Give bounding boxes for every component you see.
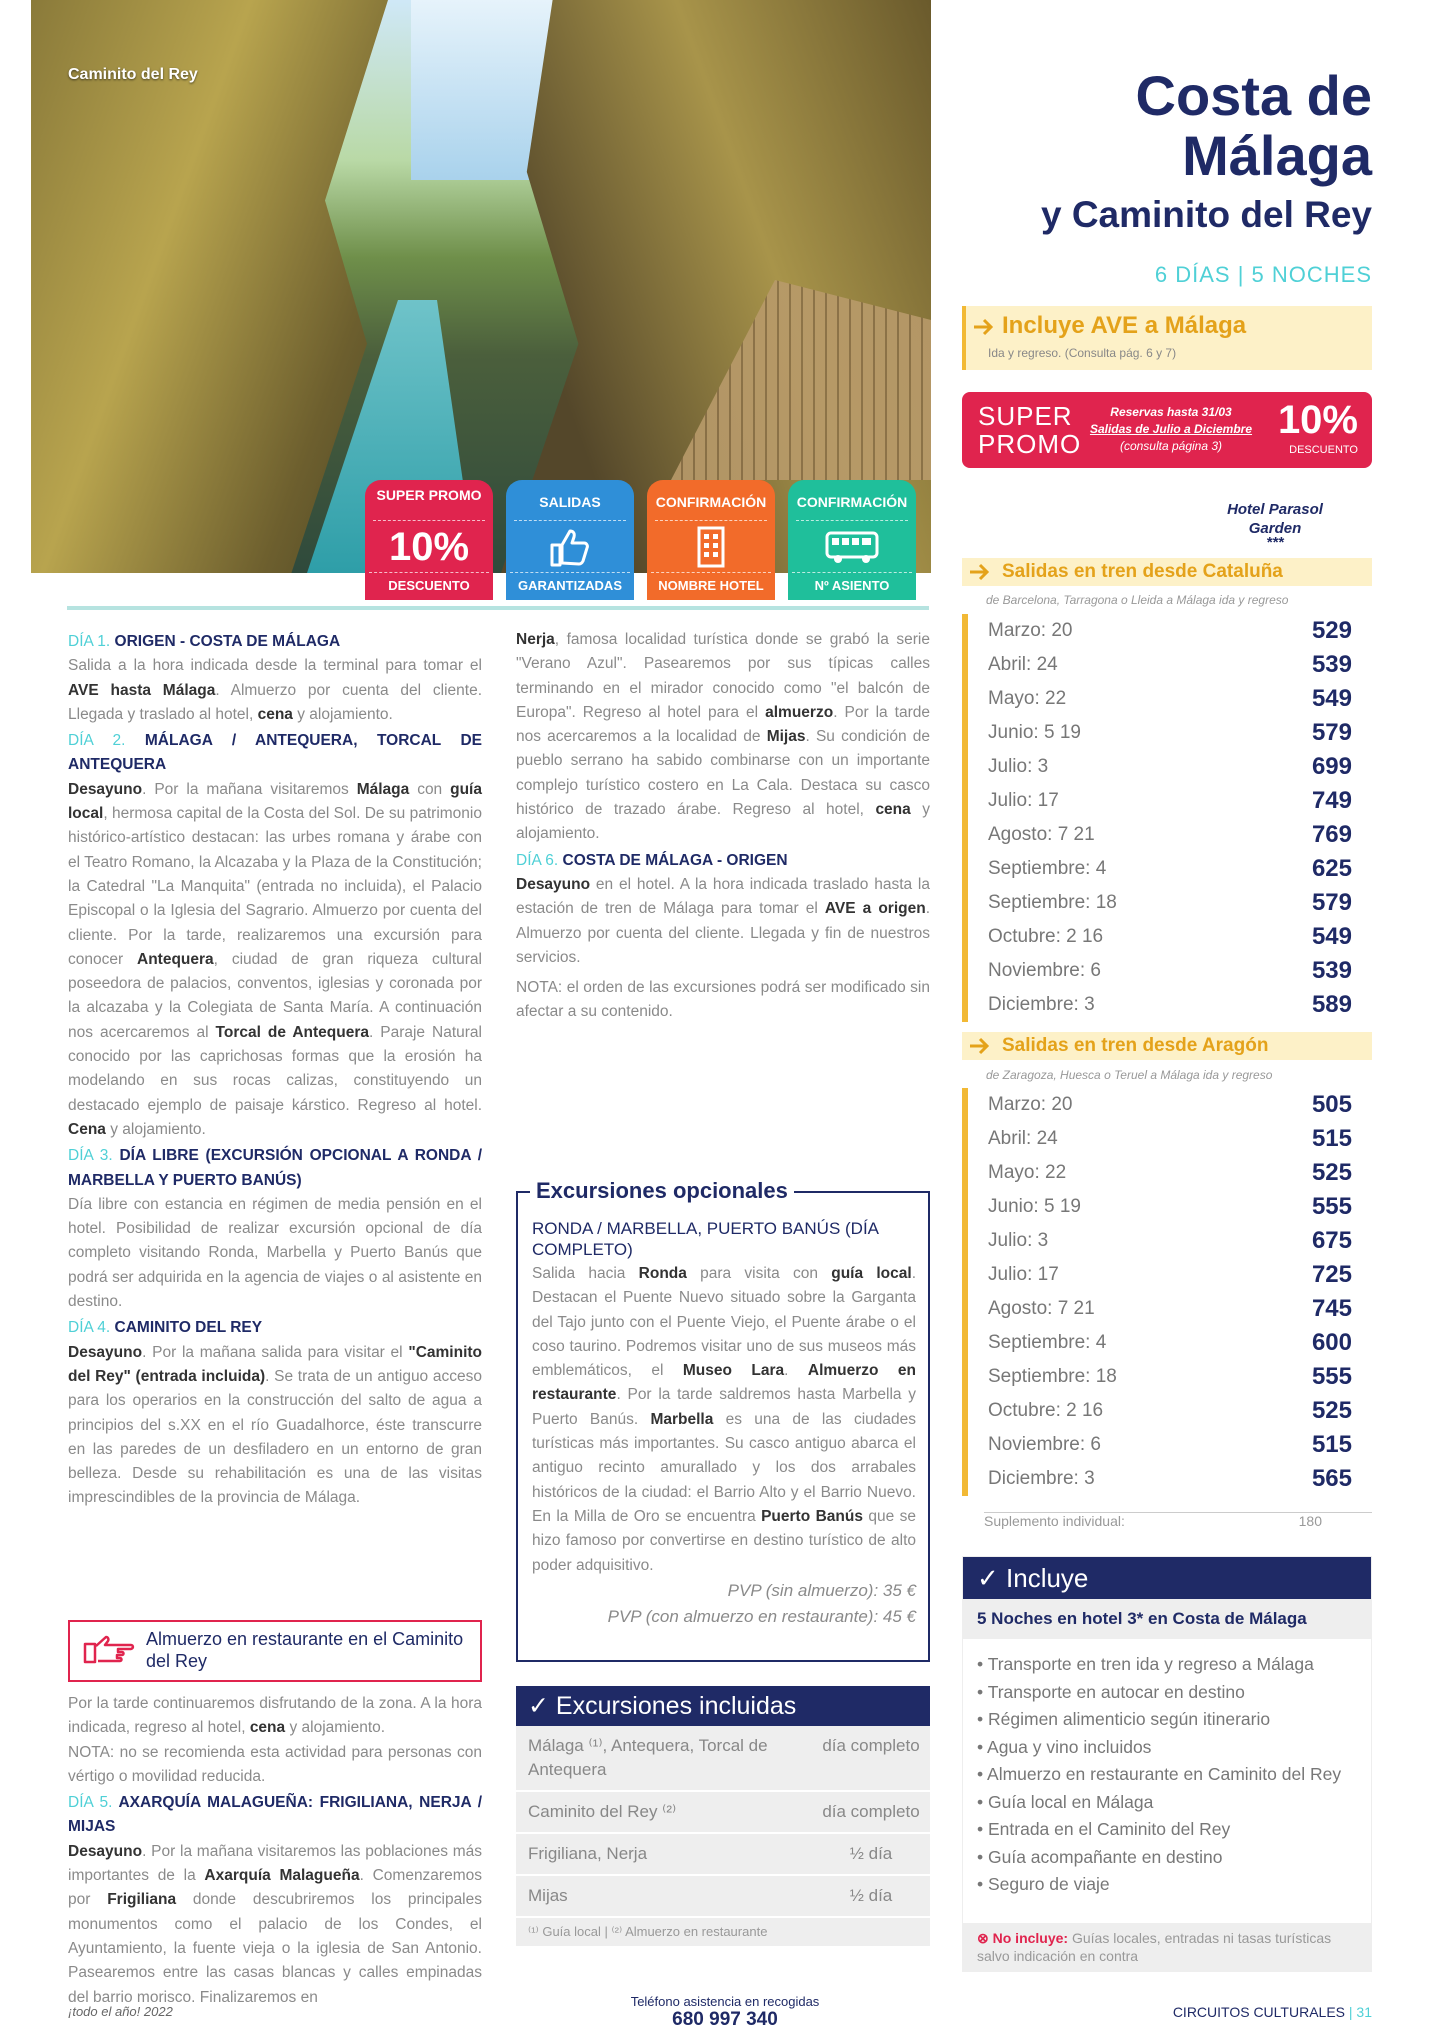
- promo-conditions: Reservas hasta 31/03 Salidas de Julio a Diciembre (consulta página 3): [1089, 405, 1253, 453]
- includes-title: ✓ Incluye: [963, 1557, 1371, 1599]
- includes-item: • Almuerzo en restaurante en Caminito del Rey: [977, 1761, 1371, 1789]
- day-6-text: Desayuno en el hotel. A la hora indicada traslado hasta la estación de tren de Málaga para tomar el AVE a origen. Almuerzo por cuenta del cliente. Llegada y fin de nuestros servicios.: [516, 875, 930, 966]
- badge-bottom: Nº ASIENTO: [792, 572, 912, 598]
- price-row: [968, 1122, 1372, 1156]
- hero-caption: Caminito del Rey: [68, 66, 198, 83]
- optional-excursion-heading: RONDA / MARBELLA, PUERTO BANÚS (DÍA COMPLETO): [532, 1219, 879, 1259]
- departure-date: Septiembre: 4: [988, 858, 1107, 879]
- price: 505: [1311, 1091, 1352, 1118]
- price-row: [968, 1462, 1372, 1496]
- day-4-afternoon: Por la tarde continuaremos disfrutando de la zona. A la hora indicada, regreso al hotel, cena y alojamiento.: [68, 1695, 482, 1737]
- price-row: [968, 1258, 1372, 1292]
- badge-super-promo: [365, 480, 493, 600]
- departure-date: Abril: 24: [988, 1128, 1058, 1149]
- price-row: [968, 1360, 1372, 1394]
- day-5-heading: DÍA 5. AXARQUÍA MALAGUEÑA: FRIGILIANA, NERJA / MIJAS: [68, 1794, 483, 1836]
- departure-date: Julio: 17: [988, 1264, 1059, 1285]
- day-3-heading: DÍA 3. DÍA LIBRE (EXCURSIÓN OPCIONAL A RONDA / MARBELLA Y PUERTO BANÚS): [68, 1147, 483, 1189]
- price: 539: [1311, 651, 1352, 678]
- price-row: [968, 1394, 1372, 1428]
- departure-date: Septiembre: 4: [988, 1332, 1107, 1353]
- excursion-name: Caminito del Rey ⁽²⁾: [528, 1802, 677, 1821]
- departure-date: Octubre: 2 16: [988, 1400, 1104, 1421]
- day-2-text: Desayuno. Por la mañana visitaremos Málaga con guía local, hermosa capital de la Costa del Sol. De su patrimonio histórico-artístico destacan: las urbes romana y árabe con el Teatro Romano, la Alcazaba y la Plaza de la Constitución; la Catedral "La Manquita" (entrada no incluida), el Palacio Episcopal o la Iglesia del Sagrario. Almuerzo por cuenta del cliente. Por la tarde, realizaremos una excursión para conocer Antequera, ciudad de gran riqueza cultural poseedora de palacios, conventos, iglesias y coronada por la alcazaba y la Colegiata de Santa María. A continuación nos acercaremos al Torcal de Antequera. Paraje Natural conocido por las caprichosas formas que la erosión ha modelando en sus rocas calizas, constituyendo un destacado ejemplo de paisaje kárstico. Regreso al hotel. Cena y alojamiento.: [68, 780, 482, 1138]
- departure-date: Septiembre: 18: [988, 1366, 1117, 1387]
- optional-excursions-title: Excursiones opcionales: [530, 1178, 794, 1204]
- badge-percent: 10%: [373, 520, 485, 572]
- excursion-duration: ½ día: [849, 1844, 893, 1863]
- price: 525: [1311, 1397, 1352, 1424]
- badge-top: CONFIRMACIÓN: [655, 494, 767, 510]
- departure-date: Diciembre: 3: [988, 1468, 1095, 1489]
- hotel-name: Hotel Parasol Garden ***: [1227, 501, 1323, 551]
- excursion-name: Frigiliana, Nerja: [528, 1844, 648, 1863]
- day-1-heading: DÍA 1. ORIGEN - COSTA DE MÁLAGA: [68, 633, 341, 650]
- divider: [67, 606, 929, 610]
- day-1-text: Salida a la hora indicada desde la terminal para tomar el AVE hasta Málaga. Almuerzo por cuenta del cliente. Llegada y traslado al hotel, cena y alojamiento.: [68, 657, 482, 723]
- price: 600: [1311, 1329, 1352, 1356]
- price-row: [968, 954, 1372, 988]
- departure-date: Septiembre: 18: [988, 892, 1117, 913]
- included-excursion-row: [516, 1834, 930, 1876]
- includes-item: • Guía acompañante en destino: [977, 1844, 1371, 1872]
- departure-date: Noviembre: 6: [988, 1434, 1101, 1455]
- excursion-duration: ½ día: [849, 1886, 893, 1905]
- day-4-note: NOTA: no se recomienda esta actividad para personas con vértigo o movilidad reducida.: [68, 1743, 482, 1785]
- price: 555: [1311, 1363, 1352, 1390]
- included-excursions-footnote: ⁽¹⁾ Guía local | ⁽²⁾ Almuerzo en restaurante: [516, 1918, 930, 1946]
- departure-date: Junio: 5 19: [988, 722, 1081, 743]
- badge-top: SUPER PROMO: [376, 487, 482, 503]
- price: 579: [1311, 719, 1352, 746]
- ave-banner: [962, 306, 1372, 370]
- badge-bottom: NOMBRE HOTEL: [651, 572, 771, 598]
- super-promo-banner: [962, 392, 1372, 468]
- itinerary-column-1: [68, 628, 482, 1511]
- price-row: [968, 1156, 1372, 1190]
- departure-date: Marzo: 20: [988, 620, 1073, 641]
- ave-title: Incluye AVE a Málaga: [1002, 312, 1247, 339]
- departure-date: Octubre: 2 16: [988, 926, 1104, 947]
- price-row: [968, 818, 1372, 852]
- price-row: [968, 1292, 1372, 1326]
- included-excursions-title: ✓ Excursiones incluidas: [516, 1686, 930, 1726]
- page-subtitle: y Caminito del Rey: [1040, 194, 1372, 235]
- badge-salidas-garantizadas: [506, 480, 634, 600]
- price: 725: [1311, 1261, 1352, 1288]
- departure-date: Julio: 3: [988, 1230, 1049, 1251]
- price: 699: [1311, 753, 1352, 780]
- aragon-header: Salidas en tren desde Aragón: [962, 1032, 1372, 1060]
- day-4-heading: DÍA 4. CAMINITO DEL REY: [68, 1319, 263, 1337]
- price-row: [968, 1088, 1372, 1122]
- badge-top: SALIDAS: [539, 494, 601, 510]
- departure-date: Mayo: 22: [988, 1162, 1067, 1183]
- day-5-continuation: Nerja, famosa localidad turística donde se grabó la serie "Verano Azul". Pasearemos por sus típicas calles terminando en el mirador conocido como "el balcón de Europa". Regreso al hotel para el almuerzo. Por la tarde nos acercaremos a la localidad de Mijas. Su condición de pueblo serrano ha sabido combinarse con un importante complejo turístico costero en La Cala. Destaca su casco histórico de trazado árabe. Regreso al hotel, cena y alojamiento. DÍA 6. COSTA DE MÁLAGA - ORIGEN Desayuno en el hotel. A la hora indicada traslado hasta la estación de tren de Málaga para tomar el AVE a origen. Almuerzo por cuenta del cliente. Llegada y fin de nuestros servicios. NOTA: el orden de las excursiones podrá ser modificado sin afectar a su contenido.: [516, 628, 930, 1025]
- included-excursion-row: [516, 1726, 930, 1792]
- price-without-lunch: PVP (sin almuerzo): 35 €: [727, 1580, 916, 1600]
- includes-item: • Transporte en autocar en destino: [977, 1679, 1371, 1707]
- optional-excursion-text: Salida hacia Ronda para visita con guía local. Destacan el Puente Nuevo situado sobre la Garganta del Tajo junto con el Puente Viejo, el Puente árabe o el coso taurino. Podremos visitar uno de sus museos más emblemáticos, el Museo Lara. Almuerzo en restaurante. Por la tarde saldremos hasta Marbella y Puerto Banús. Marbella es una de las ciudades turísticas más importantes. Su casco antiguo abarca el antiguo recinto amurallado y los dos arrabales históricos de la ciudad: el Barrio Alto y el Barrio Nuevo. En la Milla de Oro se encuentra Puerto Banús que se hizo famoso por convertirse en destino turístico de alto poder adquisitivo.: [532, 1265, 917, 1574]
- arrow-right-icon: [972, 316, 996, 338]
- price-row: [968, 682, 1372, 716]
- aragon-subtitle: de Zaragoza, Huesca o Teruel a Málaga ida y regreso: [986, 1068, 1273, 1082]
- departure-date: Agosto: 7 21: [988, 824, 1095, 845]
- badge-bottom: DESCUENTO: [369, 572, 489, 598]
- excursion-duration: día completo: [822, 1802, 920, 1821]
- price-row: [968, 886, 1372, 920]
- departure-date: Abril: 24: [988, 654, 1058, 675]
- includes-item: • Seguro de viaje: [977, 1871, 1371, 1899]
- arrow-right-icon: [968, 561, 992, 583]
- promo-percent-label: DESCUENTO: [1289, 444, 1358, 456]
- x-circle-icon: ⊗: [977, 1930, 993, 1946]
- excursion-name: Mijas: [528, 1886, 568, 1905]
- price-row: [968, 1326, 1372, 1360]
- departure-date: Noviembre: 6: [988, 960, 1101, 981]
- excursion-duration: día completo: [822, 1736, 920, 1755]
- departure-date: Julio: 3: [988, 756, 1049, 777]
- price-row: [968, 852, 1372, 886]
- day-3-text: Día libre con estancia en régimen de media pensión en el hotel. Posibilidad de realizar excursión opcional de día completo visitando Ronda, Marbella y Puerto Banús que podrá ser adquirida en la agencia de viajes o al asistente en destino.: [68, 1195, 482, 1311]
- includes-list: [963, 1651, 1371, 1899]
- departure-date: Mayo: 22: [988, 688, 1067, 709]
- price: 749: [1311, 787, 1352, 814]
- page-title: Costa de Málaga: [1135, 64, 1372, 187]
- price-row: [968, 1224, 1372, 1258]
- footer-brand: ¡todo el año! 2022: [68, 2004, 173, 2019]
- includes-item: • Entrada en el Caminito del Rey: [977, 1816, 1371, 1844]
- included-excursion-row: [516, 1792, 930, 1834]
- departure-date: Agosto: 7 21: [988, 1298, 1095, 1319]
- not-included: ⊗ No incluye: Guías locales, entradas ni tasas turísticas salvo indicación en contra: [963, 1923, 1371, 1971]
- supplement-value: 180: [1298, 1513, 1322, 1529]
- price: 769: [1311, 821, 1352, 848]
- aragon-price-table: [962, 1088, 1372, 1496]
- trip-duration: 6 DÍAS | 5 NOCHES: [1154, 262, 1372, 287]
- price: 589: [1311, 991, 1352, 1018]
- departure-date: Diciembre: 3: [988, 994, 1095, 1015]
- included-excursion-row: [516, 1876, 930, 1918]
- promo-label: SUPER PROMO: [978, 401, 1082, 459]
- price: 565: [1311, 1465, 1352, 1492]
- day-2-heading: DÍA 2. MÁLAGA / ANTEQUERA, TORCAL DE ANTEQUERA: [68, 732, 483, 774]
- thumbs-up-icon: [514, 520, 626, 572]
- price-row: [968, 648, 1372, 682]
- footer-phone: Teléfono asistencia en recogidas 680 997 340: [630, 1994, 820, 2030]
- day-5-text: Desayuno. Por la mañana visitaremos las poblaciones más importantes de la Axarquía Malagueña. Comenzaremos por Frigiliana donde descubriremos los principales monumentos como el palacio de los Condes, el Ayuntamiento, la fuente vieja o la iglesia de San Antonio. Pasearemos entre las casas blancas y calles empinadas del barrio morisco. Finalizaremos en: [68, 1842, 482, 2006]
- optional-excursions-box: [516, 1192, 930, 1662]
- price-row: [968, 784, 1372, 818]
- includes-item: • Transporte en tren ida y regreso a Málaga: [977, 1651, 1371, 1679]
- price: 745: [1311, 1295, 1352, 1322]
- ave-subtitle: Ida y regreso. (Consulta pág. 6 y 7): [988, 346, 1177, 360]
- price-row: [968, 920, 1372, 954]
- itinerary-note: NOTA: el orden de las excursiones podrá ser modificado sin afectar a su contenido.: [516, 979, 930, 1021]
- price: 539: [1311, 957, 1352, 984]
- price: 549: [1311, 685, 1352, 712]
- day-6-heading: DÍA 6. COSTA DE MÁLAGA - ORIGEN: [516, 851, 788, 869]
- badge-top: CONFIRMACIÓN: [796, 494, 908, 510]
- included-excursions: [516, 1686, 930, 1946]
- price: 579: [1311, 889, 1352, 916]
- arrow-right-icon: [968, 1035, 992, 1057]
- includes-item: • Agua y vino incluidos: [977, 1734, 1371, 1762]
- price: 675: [1311, 1227, 1352, 1254]
- includes-box: [962, 1556, 1372, 1972]
- price: 525: [1311, 1159, 1352, 1186]
- badge-numero-asiento: [788, 480, 916, 600]
- lunch-callout: Almuerzo en restaurante en el Caminito del Rey: [68, 1620, 482, 1682]
- includes-hotel: 5 Noches en hotel 3* en Costa de Málaga: [963, 1599, 1371, 1639]
- price: 529: [1311, 617, 1352, 644]
- excursion-name: Málaga ⁽¹⁾, Antequera, Torcal de Antequera: [528, 1736, 768, 1779]
- badge-nombre-hotel: [647, 480, 775, 600]
- price-row: [968, 1428, 1372, 1462]
- bus-icon: [796, 520, 908, 572]
- price: 515: [1311, 1431, 1352, 1458]
- cataluna-price-table: [962, 614, 1372, 1022]
- hotel-building-icon: [655, 520, 767, 572]
- price-with-lunch: PVP (con almuerzo en restaurante): 45 €: [607, 1606, 916, 1626]
- cataluna-subtitle: de Barcelona, Tarragona o Lleida a Málaga ida y regreso: [986, 593, 1289, 607]
- departure-date: Marzo: 20: [988, 1094, 1073, 1115]
- cataluna-header: Salidas en tren desde Cataluña: [962, 558, 1372, 586]
- page-number: 31: [1356, 2004, 1372, 2020]
- supplement-row: [984, 1512, 1372, 1529]
- includes-item: • Guía local en Málaga: [977, 1789, 1371, 1817]
- price: 625: [1311, 855, 1352, 882]
- promo-percent: 10%: [1277, 398, 1358, 442]
- supplement-label: Suplemento individual:: [984, 1513, 1125, 1529]
- price: 555: [1311, 1193, 1352, 1220]
- itinerary-column-1-continued: [68, 1692, 482, 2010]
- departure-date: Junio: 5 19: [988, 1196, 1081, 1217]
- price: 515: [1311, 1125, 1352, 1152]
- departure-date: Julio: 17: [988, 790, 1059, 811]
- price-row: [968, 1190, 1372, 1224]
- includes-item: • Régimen alimenticio según itinerario: [977, 1706, 1371, 1734]
- price: 549: [1311, 923, 1352, 950]
- price-row: [968, 614, 1372, 648]
- footer-section: CIRCUITOS CULTURALES | 31: [1172, 2004, 1372, 2020]
- price-row: [968, 988, 1372, 1022]
- badge-bottom: GARANTIZADAS: [510, 572, 630, 598]
- price-row: [968, 716, 1372, 750]
- pointing-hand-icon: [82, 1634, 138, 1666]
- price-row: [968, 750, 1372, 784]
- day-4-text: Desayuno. Por la mañana salida para visitar el "Caminito del Rey" (entrada incluida). Se trata de un antiguo acceso para los operarios en la construcción del salto de agua a principios del s.XX en el río Guadalhorce, éste transcurre en las paredes de un desfiladero en un entorno de gran belleza. Desde su rehabilitación es una de las visitas imprescindibles de la provincia de Málaga.: [68, 1343, 482, 1507]
